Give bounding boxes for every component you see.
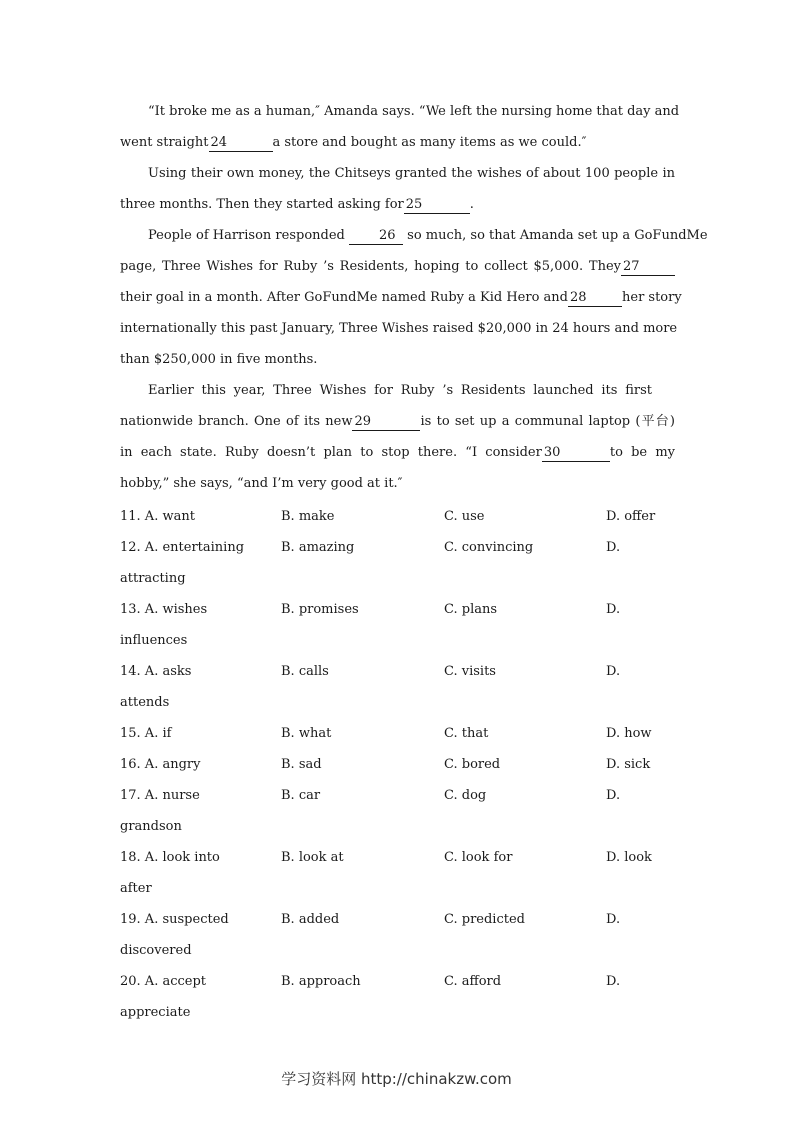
passage-text: to be my [609,445,675,460]
option-c: C. use [444,509,485,524]
question-row-continuation [120,815,680,846]
option-d-continued: attracting [120,571,186,586]
option-c: C. look for [444,850,513,865]
question-row [120,908,680,939]
option-d-continued: discovered [120,943,192,958]
passage-line [120,410,675,441]
passage-line [120,255,675,286]
option-d: D. sick [606,757,651,772]
passage-line [120,131,675,162]
passage-text: her story [622,290,682,305]
passage-line [120,162,675,193]
reading-passage [120,100,708,503]
option-d: D. [606,788,621,803]
question-row [120,846,680,877]
blank-28: 28 [568,290,622,307]
option-a: 20. A. accept [120,974,207,989]
option-a: 17. A. nurse [120,788,200,803]
question-row [120,598,680,629]
option-a: 18. A. look into [120,850,220,865]
question-row [120,970,680,1001]
passage-text: People of Harrison responded [148,228,345,243]
passage-text: Earlier this year, Three Wishes for Ruby ’s Residents launched its first [148,383,652,398]
question-row [120,722,680,753]
option-a: 19. A. suspected [120,912,229,927]
option-a: 14. A. asks [120,664,192,679]
option-b: B. amazing [281,540,355,555]
option-b: B. what [281,726,332,741]
option-a: 11. A. want [120,509,195,524]
option-d: D. [606,602,621,617]
option-d: D. how [606,726,652,741]
blank-27: 27 [621,259,675,276]
blank-26: 26 [349,228,403,245]
passage-text: so much, so that Amanda set up a GoFundMe [407,228,708,243]
question-row-continuation [120,691,680,722]
option-c: C. plans [444,602,498,617]
question-row-continuation [120,1001,680,1032]
option-c: C. predicted [444,912,525,927]
blank-29: 29 [352,414,420,431]
option-d-continued: influences [120,633,188,648]
blank-24: 24 [209,135,273,152]
passage-text: nationwide branch. One of its new [120,414,353,429]
passage-line [120,472,675,503]
blank-30: 30 [542,445,610,462]
passage-line [120,348,675,379]
option-c: C. dog [444,788,487,803]
passage-line [120,224,708,255]
option-d-continued: appreciate [120,1005,191,1020]
option-d: D. [606,912,621,927]
passage-line [120,286,682,317]
question-row-continuation [120,877,680,908]
passage-line [120,379,652,410]
question-row [120,753,680,784]
passage-text: Using their own money, the Chitseys granted the wishes of about 100 people in [148,166,675,181]
passage-line [120,100,680,131]
passage-text: than $250,000 in five months. [120,352,318,367]
passage-line [120,317,678,348]
passage-text: three months. Then they started asking for [120,197,404,212]
option-d: D. [606,540,621,555]
option-c: C. bored [444,757,501,772]
passage-text: went straight [120,135,209,150]
option-b: B. sad [281,757,322,772]
footer-watermark: 学习资料网 http://chinakzw.com [281,1070,512,1088]
answer-options [120,505,680,1032]
passage-text: in each state. Ruby doesn’t plan to stop there. “I consider [120,445,542,460]
passage-text: internationally this past January, Three Wishes raised $20,000 in 24 hours and more [120,321,678,336]
question-row-continuation [120,629,680,660]
question-row [120,784,680,815]
passage-line [120,441,675,472]
passage-line [120,193,675,224]
question-row-continuation [120,939,680,970]
option-c: C. afford [444,974,502,989]
option-b: B. calls [281,664,329,679]
option-c: C. visits [444,664,496,679]
option-d: D. [606,664,621,679]
question-row [120,660,680,691]
option-a: 13. A. wishes [120,602,208,617]
question-row [120,505,680,536]
option-a: 15. A. if [120,726,172,741]
option-d-continued: attends [120,695,170,710]
option-a: 12. A. entertaining [120,540,245,555]
option-a: 16. A. angry [120,757,201,772]
option-d: D. look [606,850,652,865]
passage-text: their goal in a month. After GoFundMe named Ruby a Kid Hero and [120,290,568,305]
passage-text: “It broke me as a human,″ Amanda says. “We left the nursing home that day and [148,104,680,119]
blank-25: 25 [404,197,470,214]
option-d: D. [606,974,621,989]
option-b: B. look at [281,850,344,865]
passage-text: hobby,” she says, “and I’m very good at it.″ [120,476,403,491]
passage-text: . [469,197,474,212]
passage-text: a store and bought as many items as we could.″ [272,135,587,150]
option-d-continued: after [120,881,152,896]
passage-text: page, Three Wishes for Ruby ’s Residents, hoping to collect $5,000. They [120,259,621,274]
option-b: B. car [281,788,321,803]
question-row [120,536,680,567]
option-b: B. added [281,912,340,927]
option-b: B. promises [281,602,359,617]
option-c: C. that [444,726,489,741]
option-d-continued: grandson [120,819,182,834]
option-d: D. offer [606,509,656,524]
passage-text: is to set up a communal laptop (平台) [420,414,675,429]
option-b: B. make [281,509,335,524]
option-c: C. convincing [444,540,534,555]
option-b: B. approach [281,974,361,989]
question-row-continuation [120,567,680,598]
